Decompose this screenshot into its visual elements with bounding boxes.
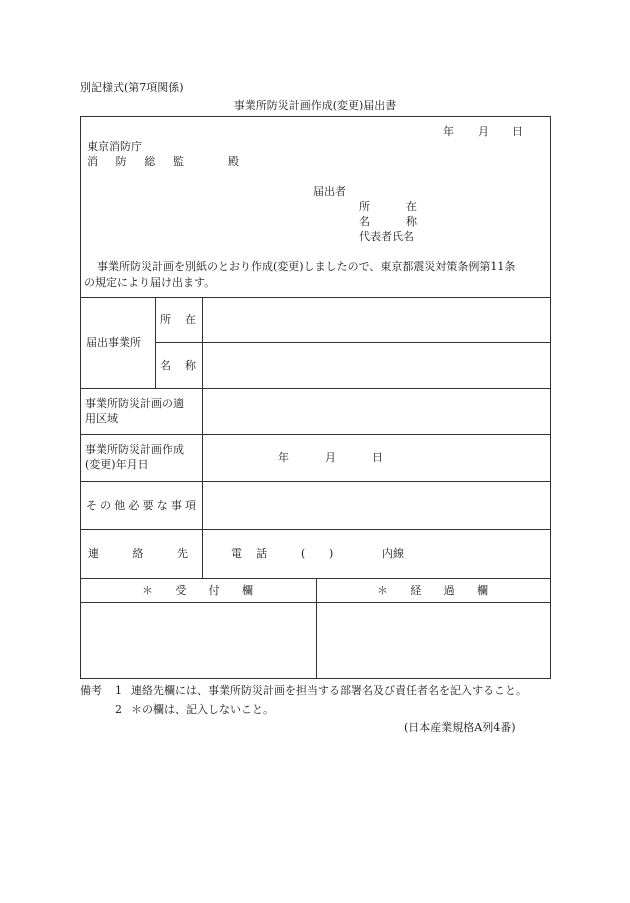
plan-date-month: 月 [325, 451, 336, 464]
table-right-border [550, 116, 551, 679]
column-divider [155, 297, 156, 388]
plan-date-label-line-2: (変更)年月日 [85, 458, 149, 471]
row-divider [80, 434, 551, 435]
row-divider [80, 529, 551, 530]
form-title: 事業所防災計画作成(変更)届出書 [233, 99, 397, 112]
note-2-text: ＊の欄は、記入しないこと。 [131, 703, 274, 716]
progress-header: ＊ 経 過 欄 [377, 584, 488, 597]
statement-line-1: 事業所防災計画を別紙のとおり作成(変更)しましたので、東京都震災対策条例第11条 [97, 260, 516, 273]
paper-size-note: (日本産業規格A列4番) [404, 721, 516, 734]
date-year: 年 [443, 125, 454, 138]
statement-line-2: の規定により届け出ます。 [84, 276, 216, 289]
notes-label: 備考 [80, 684, 102, 697]
table-left-border [80, 116, 81, 679]
plan-date-year: 年 [278, 451, 289, 464]
date-day: 日 [512, 125, 523, 138]
phone-open-paren: ( [301, 547, 306, 560]
area-field[interactable] [203, 389, 549, 433]
plan-date-day: 日 [372, 451, 383, 464]
extension-label: 内線 [382, 547, 404, 560]
office-name-field[interactable] [203, 343, 549, 387]
phone-close-paren: ) [329, 547, 334, 560]
area-label-line-1: 事業所防災計画の適 [85, 397, 184, 410]
notifier-label: 届出者 [313, 185, 346, 198]
office-address-label: 所 在 [160, 313, 196, 326]
addressee-title: 消 防 総 監 [87, 155, 184, 168]
form-label: 別記様式(第7項関係) [80, 81, 184, 94]
notifier-name-label: 名 称 [359, 215, 417, 228]
phone-label: 電 話 [231, 547, 267, 560]
note-1-text: 連絡先欄には、事業所防災計画を担当する部署名及び責任者名を記入すること。 [131, 684, 527, 697]
table-top-border [80, 116, 551, 117]
office-label: 届出事業所 [86, 336, 141, 349]
addressee-honorific: 殿 [228, 155, 239, 168]
note-2-number: 2 [115, 703, 122, 716]
reception-header: ＊ 受 付 欄 [142, 584, 253, 597]
progress-box [317, 603, 549, 677]
contact-label: 連 絡 先 [88, 547, 188, 560]
other-field[interactable] [203, 482, 549, 528]
office-address-field[interactable] [203, 298, 549, 341]
plan-date-label-line-1: 事業所防災計画作成 [85, 443, 184, 456]
notifier-rep-label: 代表者氏名 [359, 230, 414, 243]
reception-box [81, 603, 315, 677]
note-1-number: 1 [115, 684, 122, 697]
table-bottom-border [80, 678, 551, 679]
addressee-org: 東京消防庁 [87, 140, 142, 153]
notifier-address-label: 所 在 [359, 200, 417, 213]
other-label: そ の 他 必 要 な 事 項 [86, 499, 196, 512]
area-label-line-2: 用区域 [85, 412, 118, 425]
date-month: 月 [478, 125, 489, 138]
office-name-label: 名 称 [160, 359, 196, 372]
